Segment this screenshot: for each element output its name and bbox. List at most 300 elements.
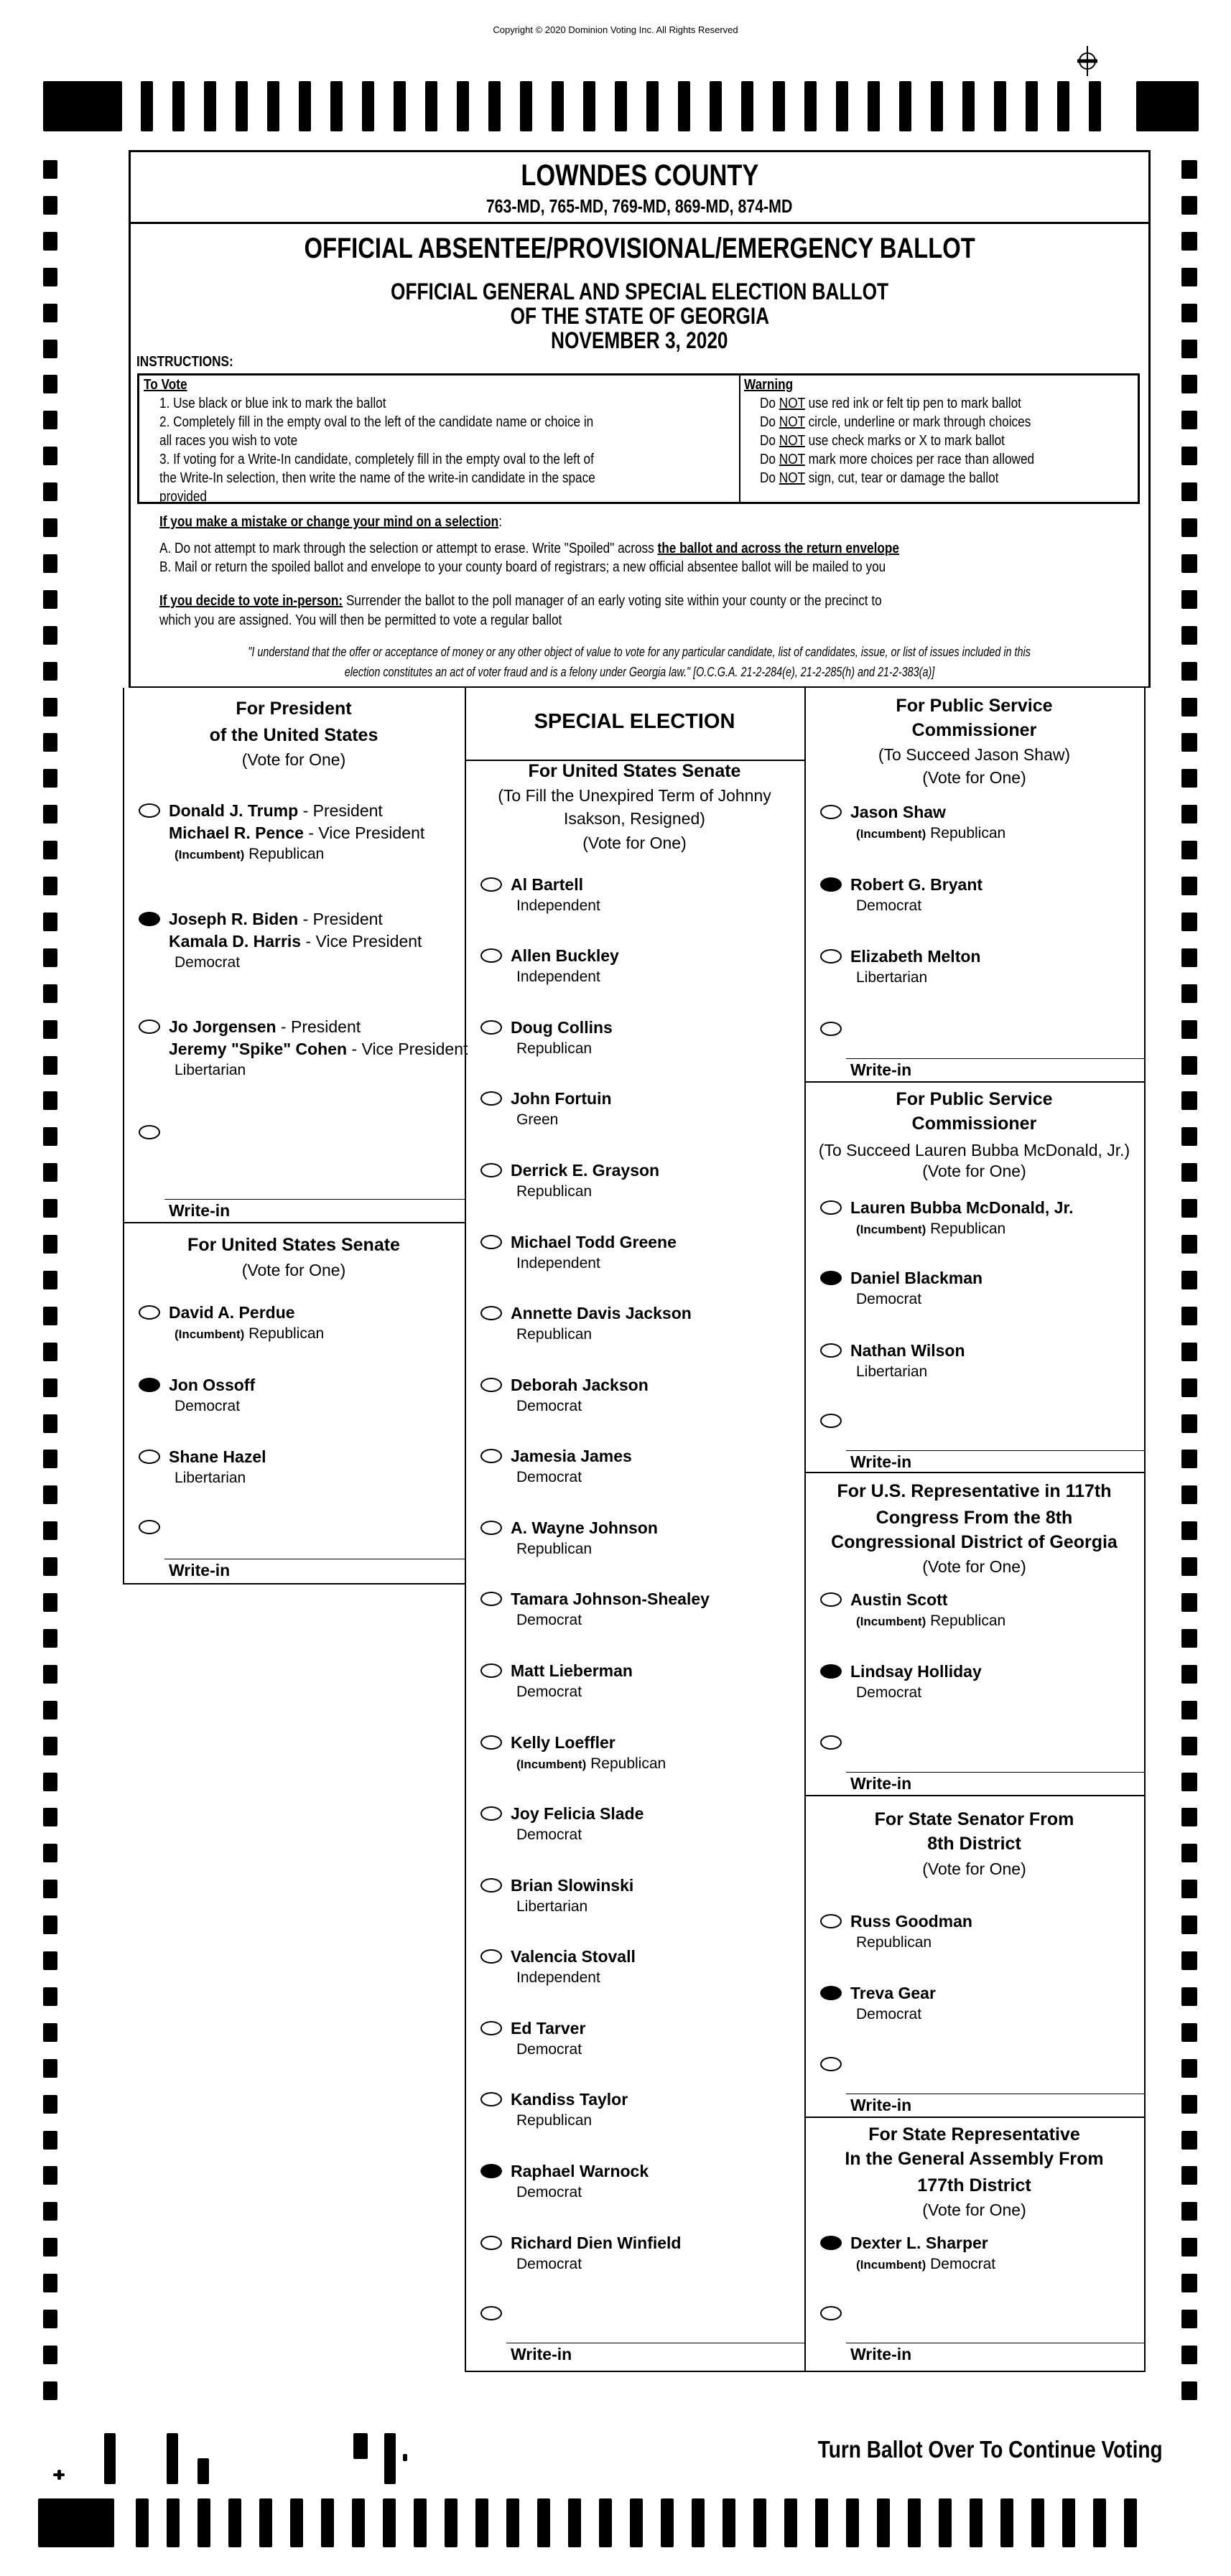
timing-bar [678, 81, 690, 131]
candidate-party [850, 2005, 921, 2025]
party-label: Republican [516, 1182, 593, 1200]
candidate-role: - President [276, 1017, 361, 1037]
timing-bar [259, 2498, 272, 2547]
timing-bar [167, 2498, 180, 2547]
timing-bar [1026, 81, 1038, 131]
timing-mark [43, 1271, 57, 1289]
timing-mark [43, 1737, 57, 1755]
timing-mark [1181, 1199, 1197, 1218]
running-mate-role: - Vice President [303, 823, 425, 842]
county-title: LOWNDES COUNTY [521, 158, 758, 192]
timing-bar [877, 2498, 890, 2547]
party-label: Democrat [516, 1397, 582, 1414]
write-in-label: Write-in [850, 2344, 912, 2363]
empty-oval[interactable] [480, 1235, 502, 1249]
race-divider [123, 1222, 466, 1223]
timing-bar [330, 81, 343, 131]
candidate-name: Annette Davis Jackson [511, 1304, 692, 1323]
write-in-label: Write-in [169, 1560, 231, 1579]
timing-bar [1093, 2498, 1106, 2547]
write-in-oval[interactable] [820, 1022, 842, 1036]
timing-mark [1181, 411, 1197, 429]
empty-oval[interactable] [480, 2021, 502, 2035]
timing-mark [43, 1020, 57, 1039]
warning-emphasis: NOT [779, 414, 805, 430]
timing-mark [1181, 2310, 1197, 2328]
write-in-label: Write-in [850, 2095, 912, 2114]
timing-mark [43, 1557, 57, 1576]
timing-mark [1181, 590, 1197, 609]
timing-mark [43, 1951, 57, 1970]
crosshair-target-icon [1074, 45, 1100, 78]
write-in-line[interactable] [164, 1199, 465, 1200]
timing-mark [1181, 1593, 1197, 1612]
timing-mark [43, 877, 57, 895]
timing-mark [1181, 1665, 1197, 1684]
instructions-label: INSTRUCTIONS: [136, 354, 233, 370]
timing-mark [1181, 1808, 1197, 1826]
timing-mark [43, 1091, 57, 1110]
candidate-name: Doug Collins [511, 1017, 613, 1037]
selected-oval[interactable] [820, 877, 842, 892]
party-label: Republican [856, 1933, 932, 1951]
candidate-name-line [169, 1017, 361, 1037]
vote-for-instruction: (Vote for One) [922, 2200, 1026, 2219]
timing-mark [1181, 1701, 1197, 1719]
candidate-party [511, 1039, 592, 1059]
write-in-label: Write-in [511, 2344, 572, 2363]
candidate-name: Donald J. Trump [169, 801, 299, 820]
race-title: In the General Assembly From [845, 2149, 1104, 2170]
timing-mark [43, 411, 57, 429]
empty-oval[interactable] [480, 1020, 502, 1035]
timing-mark [1181, 2274, 1197, 2292]
party-label: Libertarian [175, 1470, 246, 1487]
incumbent-label: (Incumbent) [175, 1327, 245, 1341]
warning-text: circle, underline or mark through choices [808, 414, 1031, 430]
timing-mark [43, 2238, 57, 2257]
empty-oval[interactable] [480, 1663, 502, 1678]
vote-for-instruction: (Vote for One) [582, 834, 687, 853]
candidate-party [850, 1362, 927, 1382]
timing-mark [43, 1056, 57, 1075]
timing-mark [1181, 2238, 1197, 2257]
timing-mark [1181, 1163, 1197, 1182]
candidate-party [850, 1683, 921, 1703]
timing-mark [43, 2131, 57, 2150]
election-line: OF THE STATE OF GEORGIA [510, 303, 769, 329]
warning-prefix: Do [760, 470, 776, 486]
timing-bar [804, 81, 817, 131]
column-right [804, 688, 1146, 2371]
vote-for-instruction: (Vote for One) [241, 750, 346, 769]
timing-mark [43, 1593, 57, 1612]
timing-mark [1181, 232, 1197, 251]
candidate-name: Kandiss Taylor [511, 2090, 628, 2109]
timing-mark [43, 662, 57, 681]
warning-heading: Warning [744, 377, 794, 393]
running-mate-name: Jeremy "Spike" Cohen [169, 1040, 348, 1059]
timing-bar [136, 2498, 149, 2547]
timing-mark [43, 2095, 57, 2114]
empty-oval[interactable] [480, 1521, 502, 1535]
timing-bar [970, 2498, 983, 2547]
candidate-name: Michael Todd Greene [511, 1232, 677, 1251]
timing-bar [1057, 81, 1069, 131]
candidate-name: Lauren Bubba McDonald, Jr. [850, 1198, 1074, 1217]
timing-mark [1181, 447, 1197, 465]
code-mark [167, 2433, 178, 2484]
candidate-name-line [511, 1303, 692, 1323]
party-label: Republican [516, 2112, 593, 2129]
timing-bar [741, 81, 753, 131]
vote-for-instruction: (Vote for One) [922, 1557, 1026, 1577]
race-divider [804, 1795, 1146, 1796]
to-vote-instruction: provided [159, 489, 207, 505]
candidate-party [850, 1219, 1005, 1240]
timing-mark [1181, 1307, 1197, 1325]
timing-mark [43, 518, 57, 537]
write-in-label: Write-in [850, 1452, 912, 1471]
candidate-name-line [511, 874, 583, 895]
selected-oval[interactable] [820, 1271, 842, 1285]
candidate-name: Allen Buckley [511, 946, 619, 966]
write-in-oval[interactable] [139, 1125, 160, 1139]
candidate-name: Brian Slowinski [511, 1875, 634, 1895]
candidate-name-line [850, 1340, 965, 1361]
warning-emphasis: NOT [779, 396, 805, 411]
candidate-party [850, 823, 1005, 844]
timing-bar [236, 81, 248, 131]
empty-oval[interactable] [139, 1305, 160, 1320]
timing-mark [1181, 2346, 1197, 2364]
candidate-party [511, 1682, 582, 1702]
running-mate-line [169, 823, 424, 843]
selected-oval[interactable] [820, 2236, 842, 2250]
timing-mark [43, 2274, 57, 2292]
incumbent-label: (Incumbent) [175, 847, 245, 862]
write-in-oval[interactable] [480, 2306, 502, 2320]
timing-block [38, 2498, 114, 2547]
race-title: Congressional District of Georgia [831, 1531, 1118, 1552]
to-vote-instruction: the Write-In selection, then write the name of the write-in candidate in the space [159, 470, 595, 486]
write-in-line[interactable] [846, 1772, 1144, 1773]
timing-mark [43, 1521, 57, 1540]
timing-mark [43, 2166, 57, 2185]
timing-mark [1181, 2381, 1197, 2400]
empty-oval[interactable] [480, 1878, 502, 1893]
to-vote-instruction: 3. If voting for a Write-In candidate, completely fill in the empty oval to the left of [159, 452, 594, 467]
vote-for-instruction: (Vote for One) [922, 1162, 1026, 1181]
empty-oval[interactable] [480, 1306, 502, 1320]
race-title: For Public Service [896, 1088, 1053, 1109]
candidate-party [511, 967, 600, 987]
party-label: Democrat [856, 897, 922, 914]
candidate-name-line [850, 802, 946, 822]
race-subtitle: Isakson, Resigned) [564, 809, 705, 829]
party-label: Republican [586, 1755, 666, 1772]
timing-mark [43, 1701, 57, 1719]
party-label: Democrat [516, 2040, 582, 2058]
candidate-name-line [511, 1088, 612, 1109]
candidate-name: Tamara Johnson-Shealey [511, 1590, 710, 1609]
timing-mark [1181, 1378, 1197, 1397]
race-title: For United States Senate [528, 760, 741, 781]
candidate-party [850, 896, 921, 916]
race-title: Commissioner [911, 1114, 1037, 1134]
candidate-name: Austin Scott [850, 1590, 948, 1609]
ballot-type: OFFICIAL ABSENTEE/PROVISIONAL/EMERGENCY BALLOT [304, 233, 975, 264]
vote-for-instruction: (Vote for One) [922, 768, 1026, 788]
race-title: For State Representative [868, 2124, 1080, 2145]
divider [131, 222, 1148, 224]
candidate-party [511, 1325, 592, 1345]
candidate-party [850, 1289, 921, 1310]
party-label: Independent [516, 897, 600, 914]
candidate-party [511, 1968, 600, 1988]
candidate-name-line [511, 1518, 658, 1538]
candidate-name: Raphael Warnock [511, 2162, 649, 2181]
candidate-role: - President [298, 909, 383, 928]
running-mate-name: Kamala D. Harris [169, 931, 302, 951]
write-in-oval[interactable] [820, 1414, 842, 1428]
empty-oval[interactable] [820, 1914, 842, 1928]
vote-for-instruction: (Vote for One) [922, 1859, 1026, 1878]
vote-for-instruction: (Vote for One) [241, 1260, 346, 1279]
running-mate-name: Michael R. Pence [169, 823, 304, 842]
candidate-party [850, 1611, 1005, 1632]
copyright: Copyright © 2020 Dominion Voting Inc. All Rights Reserved [493, 24, 738, 35]
timing-bar [204, 81, 216, 131]
timing-bar [868, 81, 880, 131]
party-label: Democrat [516, 2255, 582, 2272]
selected-oval[interactable] [139, 912, 160, 926]
warning-instruction [760, 414, 1031, 431]
write-in-oval[interactable] [820, 2057, 842, 2071]
warning-text: use red ink or felt tip pen to mark ballot [808, 396, 1021, 411]
candidate-name: Daniel Blackman [850, 1269, 983, 1287]
candidate-name-line [511, 1732, 616, 1753]
warning-instruction [760, 433, 1005, 449]
election-date: NOVEMBER 3, 2020 [551, 327, 728, 353]
incumbent-label: (Incumbent) [856, 1614, 926, 1628]
timing-mark [1181, 1951, 1197, 1970]
candidate-party [511, 1754, 666, 1775]
empty-oval[interactable] [820, 1592, 842, 1607]
timing-bar [475, 2498, 488, 2547]
timing-bar [290, 2498, 303, 2547]
empty-oval[interactable] [139, 1450, 160, 1464]
timing-mark [43, 2202, 57, 2221]
timing-bar [583, 81, 595, 131]
mistake-b: B. Mail or return the spoiled ballot and envelope to your county board of registrars; a new official absentee ballot will be mailed to you [159, 559, 886, 575]
timing-bar [520, 81, 532, 131]
candidate-party [511, 1396, 582, 1417]
empty-oval[interactable] [480, 2236, 502, 2250]
selected-oval[interactable] [139, 1378, 160, 1392]
candidate-name-line [511, 2089, 628, 2109]
empty-oval[interactable] [480, 1735, 502, 1750]
warning-prefix: Do [760, 452, 776, 467]
candidate-name-line [511, 1661, 633, 1681]
timing-mark [43, 232, 57, 251]
selected-oval[interactable] [480, 2164, 502, 2178]
timing-mark [1181, 984, 1197, 1003]
candidate-name-line [850, 1911, 972, 1931]
empty-oval[interactable] [480, 877, 502, 892]
timing-mark [1181, 1127, 1197, 1146]
empty-oval[interactable] [139, 803, 160, 818]
candidate-name: Elizabeth Melton [850, 947, 981, 966]
candidate-party [511, 1610, 582, 1630]
candidate-name-line [169, 909, 383, 929]
timing-mark [43, 2346, 57, 2364]
timing-mark [43, 733, 57, 752]
timing-mark [1181, 662, 1197, 681]
candidate-name: Joseph R. Biden [169, 909, 299, 928]
party-label: Republican [926, 1612, 1006, 1629]
timing-mark [43, 160, 57, 179]
candidate-name: Treva Gear [850, 1984, 936, 2003]
timing-mark [1181, 1235, 1197, 1254]
write-in-label: Write-in [169, 1201, 231, 1221]
candidate-party [511, 2183, 582, 2203]
warning-instruction [760, 452, 1034, 468]
timing-mark [43, 1629, 57, 1648]
timing-mark [43, 1163, 57, 1182]
warning-text: mark more choices per race than allowed [808, 452, 1035, 467]
timing-mark [1181, 913, 1197, 931]
warning-emphasis: NOT [779, 452, 805, 467]
write-in-oval[interactable] [820, 1735, 842, 1750]
empty-oval[interactable] [820, 949, 842, 963]
warning-text: sign, cut, tear or damage the ballot [808, 470, 999, 486]
party-label: Democrat [856, 2006, 922, 2023]
timing-mark [43, 1844, 57, 1862]
party-label: Republican [244, 1325, 325, 1342]
write-in-label: Write-in [850, 1060, 912, 1079]
incumbent-label: (Incumbent) [516, 1757, 587, 1771]
candidate-party [511, 2040, 582, 2060]
running-mate-role: - Vice President [301, 931, 422, 951]
timing-mark [1181, 805, 1197, 823]
party-label: Democrat [856, 1291, 922, 1307]
timing-mark [1181, 1020, 1197, 1039]
candidate-name: Valencia Stovall [511, 1947, 636, 1966]
code-mark [104, 2433, 116, 2484]
timing-bar [1089, 81, 1101, 131]
timing-mark [43, 1343, 57, 1361]
timing-bar [425, 81, 437, 131]
timing-mark [1181, 1773, 1197, 1791]
timing-mark [1181, 1557, 1197, 1576]
timing-mark [1181, 948, 1197, 967]
candidate-name: Lindsay Holliday [850, 1662, 982, 1681]
candidate-name-line [850, 2233, 988, 2253]
candidate-name-line [511, 1803, 644, 1824]
race-title: For U.S. Representative in 117th [837, 1481, 1112, 1502]
timing-bar [228, 2498, 241, 2547]
candidate-party [511, 1897, 587, 1917]
empty-oval[interactable] [820, 805, 842, 819]
timing-bar [1124, 2498, 1137, 2547]
column-bottom [465, 2371, 1146, 2372]
timing-bar [661, 2498, 674, 2547]
empty-oval[interactable] [480, 1378, 502, 1392]
timing-mark [43, 447, 57, 465]
timing-mark [1181, 1880, 1197, 1898]
candidate-name: Matt Lieberman [511, 1661, 633, 1680]
timing-mark [43, 375, 57, 393]
write-in-oval[interactable] [820, 2306, 842, 2320]
timing-bar [939, 2498, 952, 2547]
empty-oval[interactable] [820, 1200, 842, 1215]
candidate-name-line [511, 2233, 681, 2253]
candidate-party [850, 2254, 995, 2275]
timing-bar [172, 81, 185, 131]
race-divider [804, 1472, 1146, 1473]
timing-bar [1062, 2498, 1075, 2547]
timing-bar [692, 2498, 705, 2547]
timing-block [43, 81, 122, 131]
party-label: Independent [516, 969, 600, 986]
timing-mark [43, 482, 57, 501]
candidate-name-line [511, 1875, 633, 1895]
timing-bar [994, 81, 1006, 131]
candidate-name: Jason Shaw [850, 803, 946, 822]
code-mark [353, 2433, 368, 2459]
party-label: Democrat [926, 2255, 996, 2272]
empty-oval[interactable] [820, 1343, 842, 1358]
warning-emphasis: NOT [779, 433, 805, 449]
candidate-name-line [169, 1302, 295, 1322]
timing-bar [599, 2498, 612, 2547]
candidate-name-line [511, 2018, 585, 2038]
party-label: Independent [516, 1969, 600, 1987]
candidate-party [169, 1396, 240, 1417]
empty-oval[interactable] [480, 1163, 502, 1177]
mistake-heading: If you make a mistake or change your mind on a selection: [159, 514, 502, 530]
warning-prefix: Do [760, 396, 776, 411]
candidate-name-line [850, 874, 983, 895]
candidate-name: Shane Hazel [169, 1447, 266, 1467]
candidate-party [511, 1825, 582, 1845]
timing-bar [321, 2498, 334, 2547]
timing-mark [1181, 1343, 1197, 1361]
write-in-line[interactable] [846, 1450, 1144, 1451]
candidate-name: Ed Tarver [511, 2018, 586, 2038]
timing-bar [506, 2498, 519, 2547]
candidate-name-line [169, 1375, 255, 1395]
turn-over-notice: Turn Ballot Over To Continue Voting [818, 2436, 1163, 2463]
timing-mark [43, 1127, 57, 1146]
race-subtitle: (To Succeed Lauren Bubba McDonald, Jr.) [818, 1140, 1130, 1159]
column-bottom [123, 1583, 466, 1585]
candidate-name: Kelly Loeffler [511, 1732, 616, 1752]
timing-mark [43, 698, 57, 717]
party-label: Libertarian [856, 1363, 928, 1380]
party-label: Democrat [856, 1684, 922, 1702]
timing-bar [908, 2498, 921, 2547]
timing-mark [43, 626, 57, 645]
warning-emphasis: NOT [779, 470, 805, 486]
party-label: Independent [516, 1254, 600, 1271]
candidate-name-line [850, 946, 980, 966]
party-label: Libertarian [856, 969, 928, 986]
write-in-line[interactable] [846, 1058, 1144, 1059]
race-title: For United States Senate [187, 1235, 400, 1256]
candidate-party [511, 1539, 592, 1559]
